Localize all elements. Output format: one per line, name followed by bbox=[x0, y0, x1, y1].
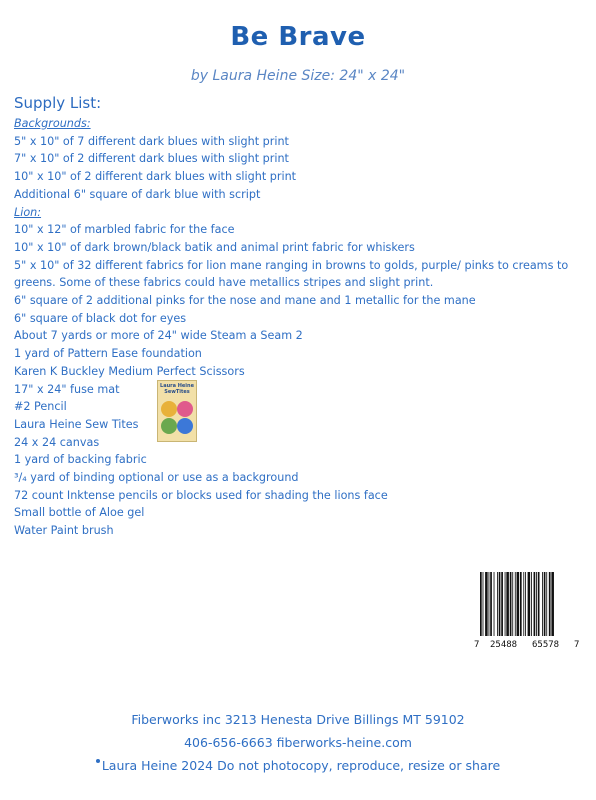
list-item: 5" x 10" of 7 different dark blues with slight print bbox=[14, 134, 289, 148]
list-item: greens. Some of these fabrics could have metallics stripes and slight print. bbox=[14, 276, 434, 290]
list-item: 17" x 24" fuse mat bbox=[14, 382, 120, 396]
clip-blue bbox=[177, 418, 193, 434]
footer-copyright bbox=[0, 758, 596, 773]
list-section-heading: Lion: bbox=[14, 205, 42, 219]
barcode-bar bbox=[538, 572, 540, 636]
barcode-bar bbox=[499, 572, 501, 636]
list-item: #2 Pencil bbox=[14, 400, 67, 414]
copyright-bullet-icon bbox=[96, 759, 100, 763]
barcode-bar bbox=[490, 572, 492, 636]
footer-contact: 406-656-6663 fiberworks-heine.com bbox=[184, 735, 412, 750]
list-item: ³/₄ yard of binding optional or use as a background bbox=[14, 471, 299, 485]
list-item: Water Paint brush bbox=[14, 524, 114, 538]
barcode-bar bbox=[512, 572, 513, 636]
list-item: 10" x 12" of marbled fabric for the face bbox=[14, 223, 235, 237]
barcode-bar bbox=[549, 572, 551, 636]
barcode-bar bbox=[515, 572, 516, 636]
barcode-bar bbox=[483, 572, 484, 636]
barcode-bar bbox=[542, 572, 543, 636]
supply-list-heading: Supply List: bbox=[14, 94, 102, 112]
barcode-bar bbox=[505, 572, 506, 636]
barcode-bar bbox=[489, 572, 490, 636]
list-section-heading: Backgrounds: bbox=[14, 117, 91, 130]
barcode-bar bbox=[480, 572, 482, 636]
barcode-bar bbox=[501, 572, 503, 636]
barcode-bar bbox=[546, 572, 547, 636]
barcode-bar bbox=[517, 572, 520, 636]
list-item: About 7 yards or more of 24" wide Steam a Seam 2 bbox=[14, 329, 303, 343]
barcode-bar bbox=[544, 572, 546, 636]
list-item: 10" x 10" of 2 different dark blues with slight print bbox=[14, 170, 297, 184]
barcode-bar bbox=[510, 572, 512, 636]
barcode-bar bbox=[494, 572, 495, 636]
list-item: 6" square of 2 additional pinks for the nose and mane and 1 metallic for the mane bbox=[14, 294, 476, 308]
list-item: 72 count Inktense pencils or blocks used for shading the lions face bbox=[14, 488, 388, 502]
barcode-bar bbox=[551, 572, 554, 636]
list-item: Additional 6" square of dark blue with script bbox=[14, 187, 261, 201]
list-item: 10" x 10" of dark brown/black batik and animal print fabric for whiskers bbox=[14, 240, 415, 254]
barcode-bar bbox=[536, 572, 537, 636]
list-item: Karen K Buckley Medium Perfect Scissors bbox=[14, 364, 245, 378]
barcode-bar bbox=[485, 572, 488, 636]
barcode-bar bbox=[497, 572, 498, 636]
barcode-digit-lead: 7 bbox=[474, 640, 480, 650]
list-item: 24 x 24 canvas bbox=[14, 435, 100, 449]
page-title: Be Brave bbox=[230, 22, 366, 52]
list-item: 5" x 10" of 32 different fabrics for lion mane ranging in browns to golds, purple/ pinks to creams to bbox=[14, 258, 569, 272]
sew-tites-product-image bbox=[157, 380, 197, 442]
list-item: 1 yard of Pattern Ease foundation bbox=[14, 347, 202, 361]
clip-yellow bbox=[161, 401, 177, 417]
barcode-bar bbox=[523, 572, 524, 636]
list-item: Small bottle of Aloe gel bbox=[14, 506, 145, 520]
footer-address: Fiberworks inc 3213 Henesta Drive Billings MT 59102 bbox=[131, 712, 465, 727]
list-item: 6" square of black dot for eyes bbox=[14, 311, 187, 325]
barcode-bar bbox=[528, 572, 531, 636]
list-item: 7" x 10" of 2 different dark blues with slight print bbox=[14, 152, 289, 166]
barcode-bar bbox=[531, 572, 532, 636]
clip-pink bbox=[177, 401, 193, 417]
barcode-bar bbox=[520, 572, 522, 636]
barcode-bar bbox=[506, 572, 509, 636]
supply-list bbox=[14, 115, 586, 540]
barcode-bar bbox=[534, 572, 536, 636]
barcode-digit-group1: 25488 bbox=[490, 640, 518, 650]
footer-copyright-text: Laura Heine 2024 Do not photocopy, reproduce, resize or share bbox=[101, 758, 501, 773]
barcode-bar bbox=[525, 572, 526, 636]
list-item: 1 yard of backing fabric bbox=[14, 453, 147, 467]
barcode-digit-group2: 65578 bbox=[532, 640, 560, 650]
product-title: Laura Heine SewTites bbox=[160, 383, 194, 395]
barcode-digit-check: 7 bbox=[574, 640, 580, 650]
list-item: Laura Heine Sew Tites bbox=[14, 417, 139, 431]
clip-green bbox=[161, 418, 177, 434]
byline: by Laura Heine Size: 24" x 24" bbox=[190, 68, 406, 84]
flower-clips-icon bbox=[158, 397, 196, 441]
